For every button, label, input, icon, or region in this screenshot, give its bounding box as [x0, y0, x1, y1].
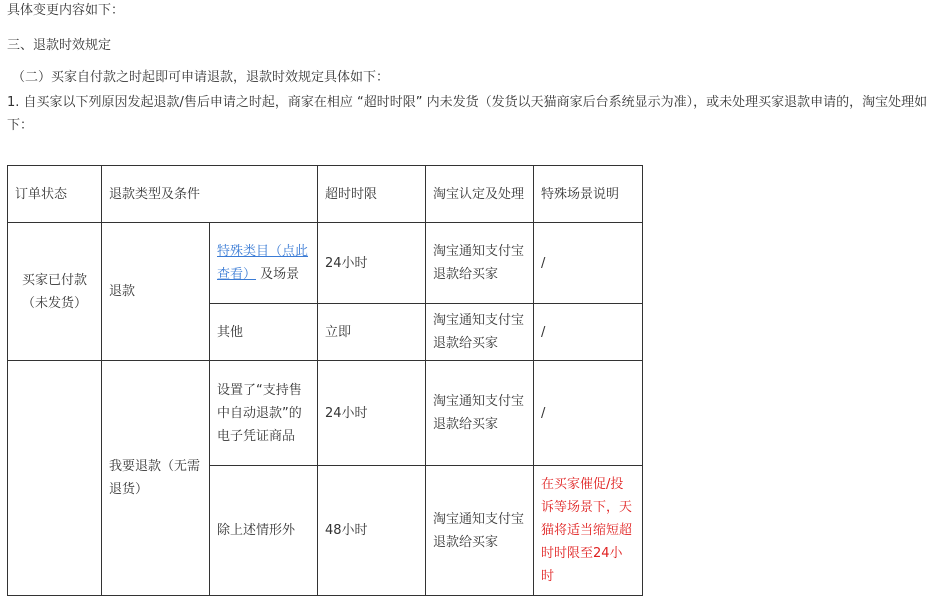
handling-cell: 淘宝通知支付宝退款给买家 — [426, 223, 534, 304]
header-special: 特殊场景说明 — [534, 166, 643, 223]
rule-paragraph: 1. 自买家以下列原因发起退款/售后申请之时起，商家在相应 “超时时限” 内未发货（发货以天猫商家后台系统显示为准），或未处理买家退款申请的，淘宝处理如下： — [7, 95, 928, 133]
handling-cell: 淘宝通知支付宝退款给买家 — [426, 361, 534, 466]
header-order-status: 订单状态 — [8, 166, 102, 223]
refund-timeout-table — [7, 165, 643, 596]
handling-cell: 淘宝通知支付宝退款给买家 — [426, 304, 534, 361]
special-cell: / — [534, 223, 643, 304]
refund-type-cell: 我要退款（无需退货） — [102, 361, 210, 596]
handling-cell: 淘宝通知支付宝退款给买家 — [426, 466, 534, 596]
special-cell: / — [534, 304, 643, 361]
special-category-link[interactable]: 特殊类目（点此查看） — [217, 244, 309, 282]
timeout-cell: 立即 — [318, 304, 426, 361]
order-status-cell: 买家已付款（未发货） — [8, 223, 102, 361]
header-timeout: 超时时限 — [318, 166, 426, 223]
timeout-cell: 24小时 — [318, 361, 426, 466]
header-refund-type: 退款类型及条件 — [102, 166, 318, 223]
table-header-row — [8, 166, 643, 223]
refund-type-cell: 退款 — [102, 223, 210, 361]
condition-cell: 设置了“支持售中自动退款”的电子凭证商品 — [210, 361, 318, 466]
table-row — [8, 361, 643, 466]
timeout-cell: 24小时 — [318, 223, 426, 304]
section-heading: 三、退款时效规定 — [7, 38, 112, 53]
condition-cell — [210, 223, 318, 304]
condition-cell: 其他 — [210, 304, 318, 361]
subsection-heading: （二）买家自付款之时起即可申请退款，退款时效规定具体如下： — [12, 70, 390, 85]
special-note-cell: 在买家催促/投诉等场景下，天猫将适当缩短超时时限至24小时 — [534, 466, 643, 596]
condition-suffix: 及场景 — [256, 267, 300, 282]
header-handling: 淘宝认定及处理 — [426, 166, 534, 223]
timeout-cell: 48小时 — [318, 466, 426, 596]
table-row — [8, 223, 643, 304]
intro-text: 具体变更内容如下： — [7, 3, 125, 18]
special-cell: / — [534, 361, 643, 466]
condition-cell: 除上述情形外 — [210, 466, 318, 596]
order-status-cell — [8, 361, 102, 596]
